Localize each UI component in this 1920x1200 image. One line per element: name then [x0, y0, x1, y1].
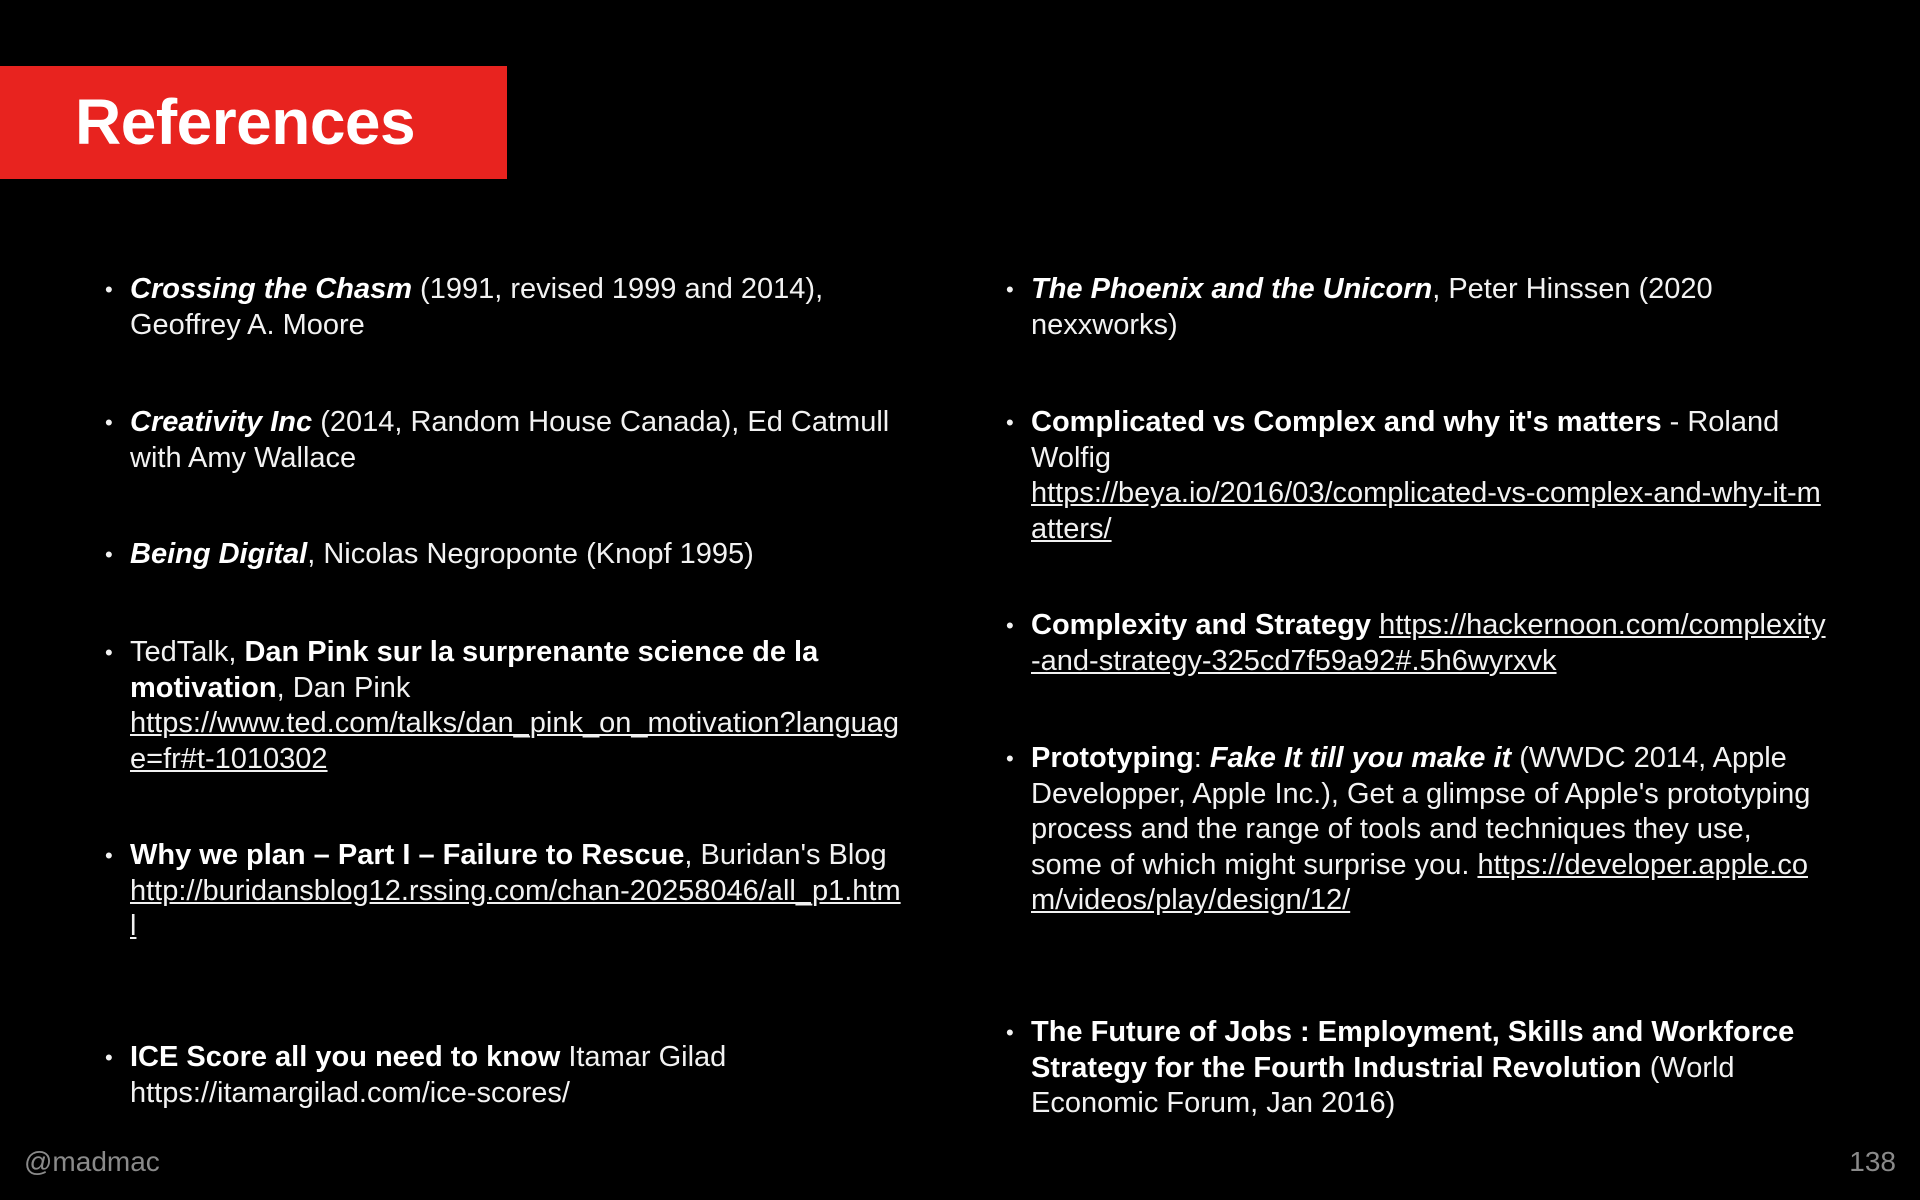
reference-item — [1006, 405, 1826, 547]
reference-item — [1006, 608, 1826, 679]
reference-details: , Peter Hinssen (2020 nexxworks) — [1031, 273, 1713, 341]
reference-separator: : — [1193, 742, 1210, 774]
reference-title: Complicated vs Complex and why it's matters — [1031, 406, 1662, 438]
reference-subtitle: Fake It till you make it — [1209, 742, 1512, 774]
reference-item — [105, 635, 905, 777]
reference-title: Crossing the Chasm — [130, 273, 412, 305]
author-handle: @madmac — [24, 1146, 160, 1177]
reference-item — [105, 272, 905, 343]
reference-item — [105, 537, 905, 573]
reference-details: , Buridan's Blog — [684, 839, 887, 871]
reference-title: Being Digital — [130, 538, 308, 570]
reference-link[interactable]: https://www.ted.com/talks/dan_pink_on_motivation?language=fr#t-1010302 — [130, 707, 899, 775]
reference-item — [105, 405, 905, 476]
reference-prefix: TedTalk, — [130, 636, 245, 668]
reference-item — [1006, 741, 1826, 919]
reference-item — [105, 838, 905, 945]
reference-title: ICE Score all you need to know — [130, 1041, 561, 1073]
reference-title: Why we plan – Part I – Failure to Rescue — [130, 839, 685, 871]
reference-title: The Phoenix and the Unicorn — [1031, 273, 1433, 305]
reference-details: , Nicolas Negroponte (Knopf 1995) — [307, 538, 754, 570]
reference-item — [1006, 1015, 1826, 1122]
reference-separator — [1371, 609, 1379, 641]
title-banner — [0, 66, 507, 179]
reference-link[interactable]: https://developer.apple.com/videos/play/design/12/ — [1031, 848, 1808, 916]
reference-title: The Future of Jobs : Employment, Skills and Workforce Strategy for the Fourth Industrial Revolution — [1031, 1016, 1795, 1084]
reference-link[interactable]: https://hackernoon.com/complexity-and-strategy-325cd7f59a92#.5h6wyrxvk — [1031, 609, 1826, 677]
reference-title: Complexity and Strategy — [1031, 609, 1372, 641]
reference-link[interactable]: http://buridansblog12.rssing.com/chan-20258046/all_p1.html — [130, 874, 901, 942]
reference-details: Itamar Gilad https://itamargilad.com/ice-scores/ — [130, 1041, 727, 1109]
page-number: 138 — [1849, 1146, 1896, 1177]
slide-title: References — [75, 86, 416, 158]
reference-item — [1006, 272, 1826, 343]
reference-link[interactable]: https://beya.io/2016/03/complicated-vs-complex-and-why-it-matters/ — [1031, 477, 1821, 545]
reference-details: (1991, revised 1999 and 2014), Geoffrey A. Moore — [130, 273, 824, 341]
reference-item — [105, 1040, 905, 1111]
reference-title: Creativity Inc — [130, 406, 313, 438]
reference-details: (World Economic Forum, Jan 2016) — [1031, 1051, 1735, 1119]
reference-title: Prototyping — [1031, 742, 1194, 774]
reference-details: - Roland Wolfig — [1031, 406, 1780, 474]
reference-details: (WWDC 2014, Apple Developper, Apple Inc.), Get a glimpse of Apple's prototyping process and the range of tools and techniques they use, some of which might surprise you. — [1031, 742, 1811, 881]
reference-details: (2014, Random House Canada), Ed Catmull with Amy Wallace — [130, 406, 890, 474]
reference-title: Dan Pink sur la surprenante science de la motivation — [130, 636, 819, 704]
reference-details: , Dan Pink — [276, 671, 411, 704]
